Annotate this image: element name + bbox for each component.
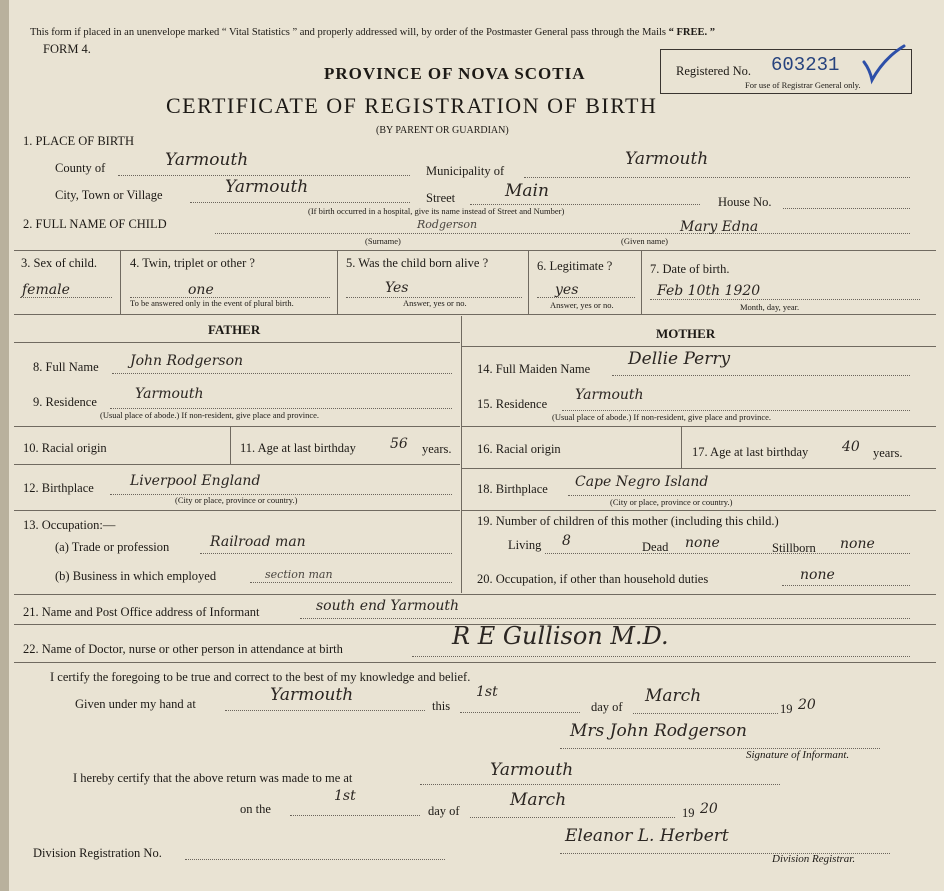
living-label: Living [508, 538, 542, 552]
given-caption: (Given name) [621, 236, 668, 246]
mother-heading: MOTHER [656, 326, 716, 341]
birth-date-label: 7. Date of birth. [650, 262, 730, 276]
form-number: FORM 4. [43, 42, 91, 56]
father-residence-note: (Usual place of abode.) If non-resident, give place and province. [100, 410, 320, 420]
mother-age-label: 17. Age at last birthday [692, 445, 809, 459]
city-value: Yarmouth [225, 177, 309, 197]
father-trade-label: (a) Trade or profession [55, 540, 170, 554]
father-age-label: 11. Age at last birthday [240, 441, 356, 455]
mother-occupation-label: 20. Occupation, if other than household duties [477, 572, 709, 586]
mother-birthplace-value: Cape Negro Island [575, 474, 709, 490]
certification-statement: I certify the foregoing to be true and correct to the best of my knowledge and belief. [50, 670, 471, 684]
father-birthplace-value: Liverpool England [130, 473, 261, 489]
sex-label: 3. Sex of child. [21, 256, 98, 270]
certification-month: March [645, 686, 702, 706]
hospital-note: (If birth occurred in a hospital, give its name instead of Street and Number) [308, 206, 565, 216]
registrar-statement: I hereby certify that the above return was made to me at [73, 771, 353, 785]
father-birthplace-label: 12. Birthplace [23, 481, 94, 495]
registrar-year-prefix: 19 [682, 806, 695, 820]
mother-name-value: Dellie Perry [628, 349, 731, 369]
mother-residence-value: Yarmouth [575, 387, 644, 403]
house-label: House No. [718, 195, 772, 209]
father-business-label: (b) Business in which employed [55, 569, 217, 583]
city-label: City, Town or Village [55, 188, 163, 202]
birth-date-value: Feb 10th 1920 [657, 283, 761, 299]
county-value: Yarmouth [165, 150, 249, 170]
registered-number: 603231 [771, 54, 840, 76]
legitimate-value: yes [555, 282, 579, 298]
surname-caption: (Surname) [365, 236, 401, 246]
father-years: years. [422, 442, 452, 456]
father-occupation-label: 13. Occupation:— [23, 518, 116, 532]
registrar-year-suffix: 20 [700, 801, 718, 817]
informant-label: 21. Name and Post Office address of Informant [23, 605, 260, 619]
mother-children-label: 19. Number of children of this mother (including this child.) [477, 514, 779, 528]
registrar-use-note: For use of Registrar General only. [745, 80, 861, 90]
father-name-value: John Rodgerson [130, 353, 244, 369]
father-residence-label: 9. Residence [33, 395, 97, 409]
certification-day: 1st [476, 684, 498, 700]
province-heading: PROVINCE OF NOVA SCOTIA [324, 64, 586, 83]
twin-value: one [188, 282, 214, 298]
county-label: County of [55, 161, 106, 175]
check-mark-icon [862, 44, 906, 88]
registrar-month: March [510, 790, 567, 810]
registrar-place: Yarmouth [490, 760, 574, 780]
division-number-label: Division Registration No. [33, 846, 162, 860]
father-age-value: 56 [390, 436, 408, 452]
certification-place: Yarmouth [270, 685, 354, 705]
stillborn-value: none [840, 536, 875, 552]
doctor-value: R E Gullison M.D. [452, 622, 669, 650]
mother-racial-label: 16. Racial origin [477, 442, 561, 456]
informant-caption: Signature of Informant. [746, 749, 850, 761]
mother-years: years. [873, 446, 903, 460]
binding-edge [0, 0, 9, 891]
certification-year-prefix: 19 [780, 702, 793, 716]
alive-note: Answer, yes or no. [403, 298, 467, 308]
registrar-signature: Eleanor L. Herbert [565, 826, 729, 846]
child-given-name: Mary Edna [680, 219, 759, 235]
stillborn-label: Stillborn [772, 541, 816, 555]
place-of-birth-label: 1. PLACE OF BIRTH [23, 134, 135, 148]
twin-note: To be answered only in the event of plural birth. [130, 298, 294, 308]
father-trade-value: Railroad man [210, 534, 306, 550]
legitimate-label: 6. Legitimate ? [537, 259, 613, 273]
mother-residence-note: (Usual place of abode.) If non-resident, give place and province. [552, 412, 772, 422]
street-label: Street [426, 191, 456, 205]
child-surname: Rodgerson [417, 218, 478, 231]
dead-label: Dead [642, 540, 669, 554]
given-label: Given under my hand at [75, 697, 196, 711]
municipality-value: Yarmouth [625, 149, 709, 169]
alive-value: Yes [385, 280, 409, 296]
mother-occupation-value: none [800, 567, 835, 583]
mother-age-value: 40 [842, 439, 860, 455]
twin-label: 4. Twin, triplet or other ? [130, 256, 255, 270]
alive-label: 5. Was the child born alive ? [346, 256, 489, 270]
mother-name-label: 14. Full Maiden Name [477, 362, 591, 376]
father-business-value: section man [265, 568, 333, 581]
page-title: CERTIFICATE OF REGISTRATION OF BIRTH [166, 93, 658, 118]
this-label: this [432, 699, 451, 713]
doctor-label: 22. Name of Doctor, nurse or other person in attendance at birth [23, 642, 343, 656]
day-of-label: day of [591, 700, 623, 714]
registered-label: Registered No. [676, 64, 751, 78]
living-value: 8 [562, 533, 571, 549]
street-value: Main [505, 181, 549, 201]
father-residence-value: Yarmouth [135, 386, 204, 402]
dead-value: none [685, 535, 720, 551]
mother-residence-label: 15. Residence [477, 397, 548, 411]
informant-value: south end Yarmouth [316, 598, 459, 614]
registrar-day-of-label: day of [428, 804, 460, 818]
father-name-label: 8. Full Name [33, 360, 99, 374]
legitimate-note: Answer, yes or no. [550, 300, 614, 310]
registrar-day: 1st [334, 788, 356, 804]
father-heading: FATHER [208, 322, 261, 337]
child-name-label: 2. FULL NAME OF CHILD [23, 217, 167, 231]
registrar-caption: Division Registrar. [772, 853, 856, 865]
mother-birthplace-label: 18. Birthplace [477, 482, 548, 496]
informant-signature: Mrs John Rodgerson [570, 721, 747, 741]
birth-date-note: Month, day, year. [740, 302, 800, 312]
page-subtitle: (BY PARENT OR GUARDIAN) [376, 125, 509, 136]
father-birthplace-note: (City or place, province or country.) [175, 495, 298, 505]
father-racial-label: 10. Racial origin [23, 441, 107, 455]
certification-year-suffix: 20 [798, 697, 816, 713]
mother-birthplace-note: (City or place, province or country.) [610, 497, 733, 507]
municipality-label: Municipality of [426, 164, 505, 178]
postal-notice: This form if placed in an unenvelope marked “ Vital Statistics ” and properly addressed will, by order of the Postmaster General pass through the Mails “ FREE. ” [30, 27, 716, 38]
on-the-label: on the [240, 802, 271, 816]
sex-value: female [22, 282, 70, 298]
